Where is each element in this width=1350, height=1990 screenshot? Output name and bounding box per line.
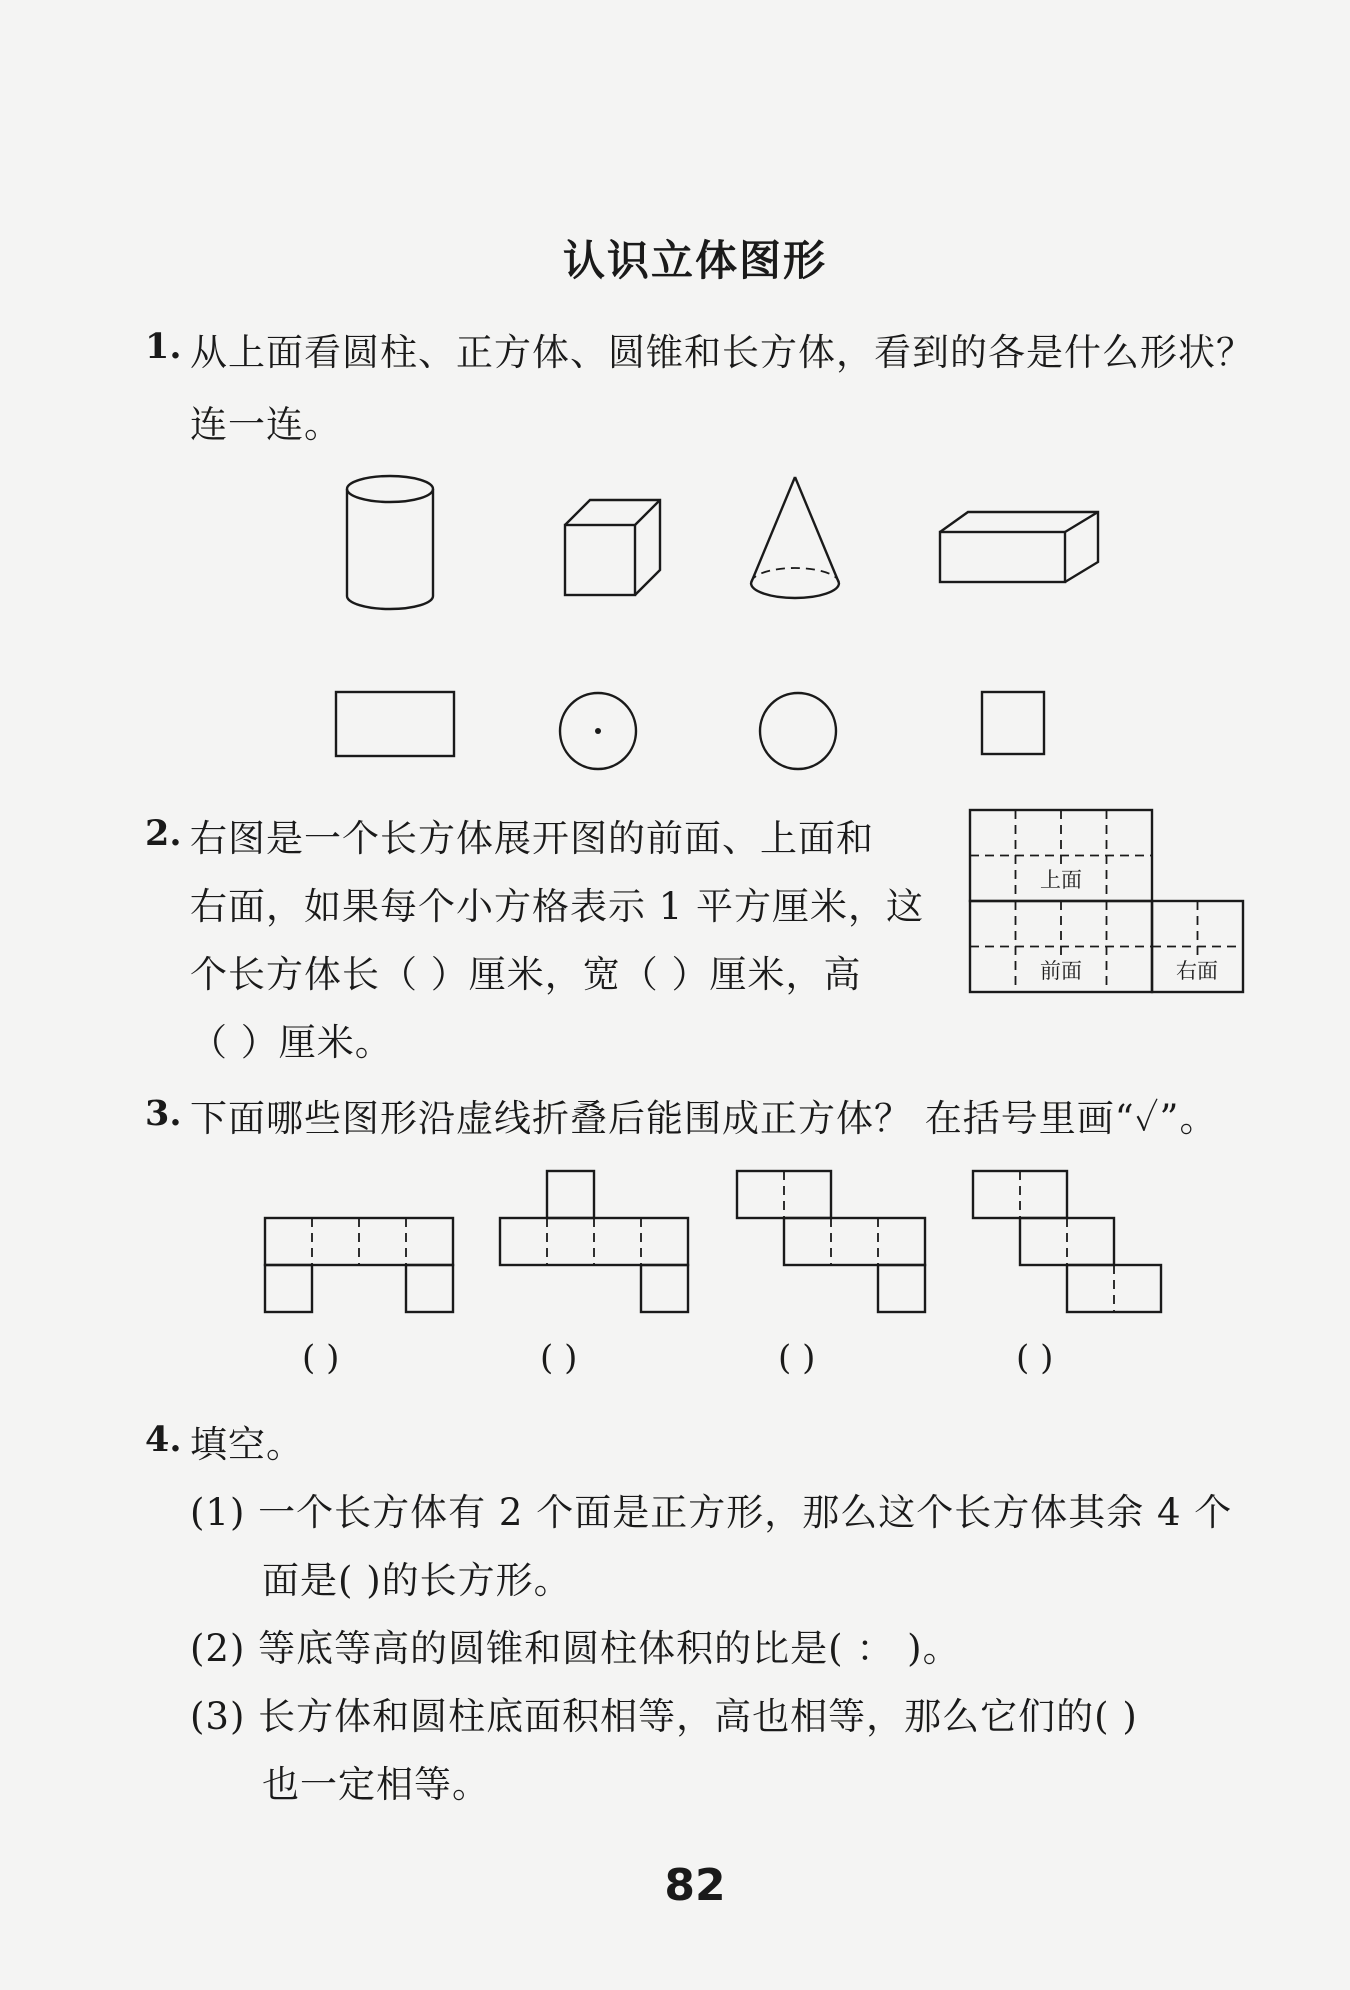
q4-sub3-line2: 也一定相等。 (262, 1763, 490, 1806)
q2-number: 2. (145, 813, 182, 854)
net-label-right: 右面 (1176, 959, 1218, 983)
square-view (982, 692, 1044, 754)
page-title: 认识立体图形 (562, 236, 827, 285)
q2-text-line2: 右面，如果每个小方格表示 1 平方厘米，这 (190, 885, 925, 928)
q1-text-line2: 连一连。 (190, 403, 342, 446)
q4-sub3-line1: (3) 长方体和圆柱底面积相等，高也相等，那么它们的( ) (190, 1695, 1138, 1738)
q3-answer-4[interactable]: ( ) (1016, 1338, 1054, 1378)
q4-sub1-line1: (1) 一个长方体有 2 个面是正方形，那么这个长方体其余 4 个 (190, 1491, 1233, 1534)
net-label-front: 前面 (1040, 959, 1082, 983)
q3-answer-2[interactable]: ( ) (540, 1338, 578, 1378)
q4-heading: 填空。 (190, 1423, 304, 1466)
q3-text-line1: 下面哪些图形沿虚线折叠后能围成正方体？ 在括号里画“✓”。 (190, 1097, 1218, 1140)
q4-sub1-line2: 面是( )的长方形。 (262, 1559, 572, 1602)
q2-text-line1: 右图是一个长方体展开图的前面、上面和 (190, 817, 874, 860)
circle-with-dot-view (560, 693, 636, 769)
net-label-top: 上面 (1040, 868, 1082, 892)
cube-figure (565, 500, 660, 595)
net-option-2 (500, 1171, 688, 1312)
q3-number: 3. (145, 1093, 182, 1134)
net-option-1 (265, 1218, 453, 1312)
cuboid-net-diagram (970, 810, 1243, 992)
q2-text-line4: （ ）厘米。 (190, 1021, 393, 1064)
q3-answer-1[interactable]: ( ) (302, 1338, 340, 1378)
cone-figure (751, 477, 839, 598)
cuboid-figure (940, 512, 1098, 582)
net-option-3 (737, 1171, 925, 1312)
circle-view (760, 693, 836, 769)
net-option-4 (973, 1171, 1161, 1312)
q1-text-line1: 从上面看圆柱、正方体、圆锥和长方体，看到的各是什么形状？ (190, 331, 1254, 374)
q1-number: 1. (145, 326, 182, 367)
q3-answer-3[interactable]: ( ) (778, 1338, 816, 1378)
rectangle-view (336, 692, 454, 756)
q4-number: 4. (145, 1419, 182, 1460)
page-number: 82 (664, 1860, 726, 1911)
q4-sub2: (2) 等底等高的圆锥和圆柱体积的比是( ： )。 (190, 1627, 961, 1670)
q2-text-line3: 个长方体长（ ）厘米，宽（ ）厘米，高 (190, 953, 862, 996)
cylinder-figure (347, 476, 433, 609)
